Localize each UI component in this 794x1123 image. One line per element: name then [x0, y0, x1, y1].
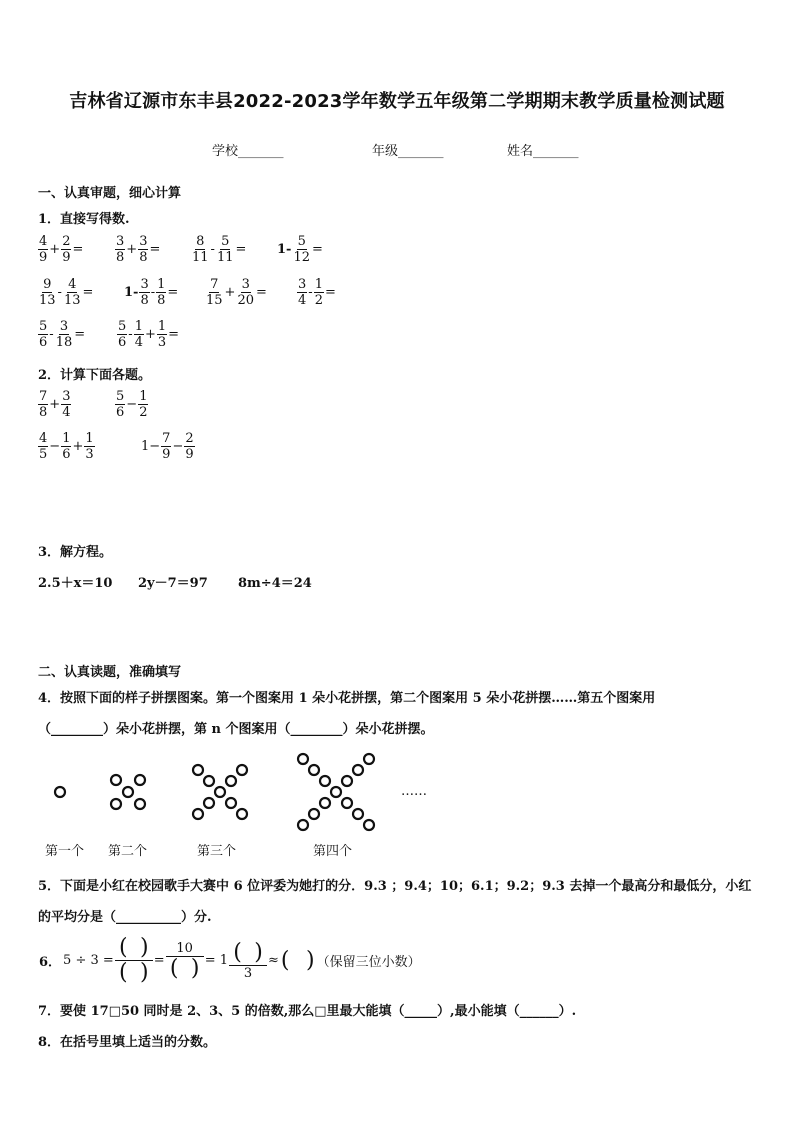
equation-2: 2y－7＝97 — [138, 576, 208, 591]
q4-line2: （________）朵小花拼摆，第 n 个图案用（________）朵小花拼摆。 — [38, 722, 434, 737]
fraction: $\frac{1}{3}$ — [85, 431, 94, 462]
pattern-ellipsis: …… — [401, 784, 427, 799]
q2-label: 2．计算下面各题。 — [38, 368, 152, 383]
pattern-1 — [55, 787, 65, 797]
flower-circle — [226, 776, 236, 786]
q4-line1: 4．按照下面的样子拼摆图案。第一个图案用 1 朵小花拼摆，第二个图案用 5 朵小花拼摆……第五个图案用 — [38, 691, 656, 706]
fraction: $\frac{7}{9}$ — [162, 431, 171, 462]
equation-1: 2.5＋x＝10 — [38, 576, 113, 591]
fraction: $\frac{3}{18}$ — [55, 319, 73, 350]
q1-item-9: $\frac{5}{6}$ - $\frac{3}{18}$ = — [39, 319, 86, 350]
fraction: $\frac{1}{2}$ — [314, 277, 323, 308]
fraction: $\frac{2}{9}$ — [185, 431, 194, 462]
pattern-label-4: 第四个 — [313, 844, 353, 859]
fraction: $\frac{5}{6}$ — [118, 319, 127, 350]
fraction: $\frac{10}{( )}$ — [166, 942, 204, 980]
fraction: $\frac{4}{9}$ — [39, 234, 48, 265]
flower-circle — [364, 754, 374, 764]
q3-label: 3．解方程。 — [38, 545, 113, 560]
q1-item-4: 1- $\frac{5}{12}$ = — [277, 234, 323, 265]
section2-heading: 二、认真读题，准确填写 — [38, 665, 182, 680]
q5-line2: 的平均分是（__________）分. — [38, 910, 212, 925]
flower-circle — [353, 809, 363, 819]
q8-text: 8．在括号里填上适当的分数。 — [38, 1035, 217, 1050]
flower-circle — [111, 799, 121, 809]
fraction: $\frac{1}{8}$ — [157, 277, 166, 308]
q1-item-2: $\frac{3}{8}$ + $\frac{3}{8}$ = — [116, 234, 161, 265]
fraction: $\frac{7}{15}$ — [206, 277, 223, 308]
flower-circle — [342, 776, 352, 786]
q1-item-1: $\frac{4}{9}$ + $\frac{2}{9}$ = — [39, 234, 84, 265]
fraction: $\frac{5}{6}$ — [39, 319, 48, 350]
flower-circle — [215, 787, 225, 797]
q5-line1: 5．下面是小红在校园歌手大赛中 6 位评委为她打的分．9.3 ；9.4；10；6.1；9.2；9.3 去掉一个最高分和最低分，小红 — [38, 879, 752, 894]
q6-expression: 6． 5 ÷ 3 = $\frac{( )}{( )}$ = $\frac{10}{( )}$ = 1 $\frac{( )}{3}$ ≈ ( ) （保留三位小数） — [39, 935, 421, 985]
q2-item-1: $\frac{7}{8}$ + $\frac{3}{4}$ — [39, 389, 71, 420]
flower-circle — [237, 809, 247, 819]
name-field[interactable]: 姓名_______ — [507, 144, 579, 159]
fraction: $\frac{3}{4}$ — [298, 277, 307, 308]
q1-item-10: $\frac{5}{6}$ - $\frac{1}{4}$ + $\frac{1}{3}$ = — [118, 319, 180, 350]
q1-item-7: $\frac{7}{15}$ + $\frac{3}{20}$ = — [206, 277, 267, 308]
flower-circle — [204, 776, 214, 786]
q2-item-3: $\frac{4}{5}$ − $\frac{1}{6}$ + $\frac{1}{3}$ — [39, 431, 94, 462]
flower-circle — [331, 787, 341, 797]
flower-pattern-figure — [0, 745, 794, 840]
fraction: $\frac{1}{4}$ — [134, 319, 143, 350]
fraction: $\frac{3}{4}$ — [62, 389, 71, 420]
pattern-2 — [111, 775, 145, 809]
fraction: $\frac{3}{8}$ — [139, 234, 148, 265]
flower-circle — [320, 798, 330, 808]
pattern-4 — [298, 754, 374, 830]
fraction: $\frac{1}{2}$ — [139, 389, 148, 420]
pattern-label-1: 第一个 — [45, 844, 85, 859]
flower-circle — [237, 765, 247, 775]
flower-circle — [123, 787, 133, 797]
flower-circle — [193, 765, 203, 775]
grade-field[interactable]: 年级_______ — [372, 144, 444, 159]
flower-circle — [353, 765, 363, 775]
q1-item-8: $\frac{3}{4}$ - $\frac{1}{2}$ = — [298, 277, 336, 308]
fraction: $\frac{3}{8}$ — [116, 234, 125, 265]
q1-item-6: 1- $\frac{3}{8}$ - $\frac{1}{8}$ = — [124, 277, 179, 308]
flower-circle — [204, 798, 214, 808]
q7-text: 7．要使 17□50 同时是 2、3、5 的倍数,那么□里最大能填（_____）,最小能填（______）. — [38, 1004, 577, 1019]
flower-circle — [135, 775, 145, 785]
q1-label: 1．直接写得数. — [38, 212, 130, 227]
flower-circle — [298, 820, 308, 830]
section1-heading: 一、认真审题，细心计算 — [38, 186, 182, 201]
flower-circle — [55, 787, 65, 797]
fraction: $\frac{3}{8}$ — [140, 277, 149, 308]
flower-circle — [298, 754, 308, 764]
page-title: 吉林省辽源市东丰县2022-2023学年数学五年级第二学期期末教学质量检测试题 — [69, 91, 725, 112]
flower-circle — [309, 809, 319, 819]
fraction: $\frac{5}{12}$ — [293, 234, 310, 265]
flower-circle — [342, 798, 352, 808]
blank-fraction: $\frac{( )}{( )}$ — [115, 937, 153, 984]
fraction: $\frac{9}{13}$ — [39, 277, 56, 308]
flower-circle — [226, 798, 236, 808]
flower-circle — [309, 765, 319, 775]
fraction: $\frac{8}{11}$ — [192, 234, 209, 265]
pattern-3 — [193, 765, 247, 819]
flower-circle — [135, 799, 145, 809]
q1-item-5: $\frac{9}{13}$ - $\frac{4}{13}$ = — [39, 277, 94, 308]
fraction: $\frac{7}{8}$ — [39, 389, 48, 420]
flower-circle — [364, 820, 374, 830]
q2-item-2: $\frac{5}{6}$ − $\frac{1}{2}$ — [116, 389, 148, 420]
q1-item-3: $\frac{8}{11}$ - $\frac{5}{11}$ = — [192, 234, 247, 265]
fraction: $\frac{1}{3}$ — [157, 319, 167, 350]
equation-3: 8m÷4＝24 — [238, 576, 312, 591]
flower-circle — [320, 776, 330, 786]
pattern-label-3: 第三个 — [197, 844, 237, 859]
fraction: $\frac{( )}{3}$ — [229, 942, 267, 980]
fraction: $\frac{5}{6}$ — [116, 389, 125, 420]
school-field[interactable]: 学校_______ — [212, 144, 284, 159]
fraction: $\frac{4}{5}$ — [39, 431, 48, 462]
flower-circle — [193, 809, 203, 819]
pattern-label-2: 第二个 — [108, 844, 148, 859]
flower-circle — [111, 775, 121, 785]
fraction: $\frac{1}{6}$ — [62, 431, 71, 462]
fraction: $\frac{2}{9}$ — [62, 234, 71, 265]
fraction: $\frac{4}{13}$ — [63, 277, 81, 308]
q2-item-4: 1− $\frac{7}{9}$ − $\frac{2}{9}$ — [141, 431, 194, 462]
fraction: $\frac{5}{11}$ — [216, 234, 234, 265]
fraction: $\frac{3}{20}$ — [237, 277, 254, 308]
